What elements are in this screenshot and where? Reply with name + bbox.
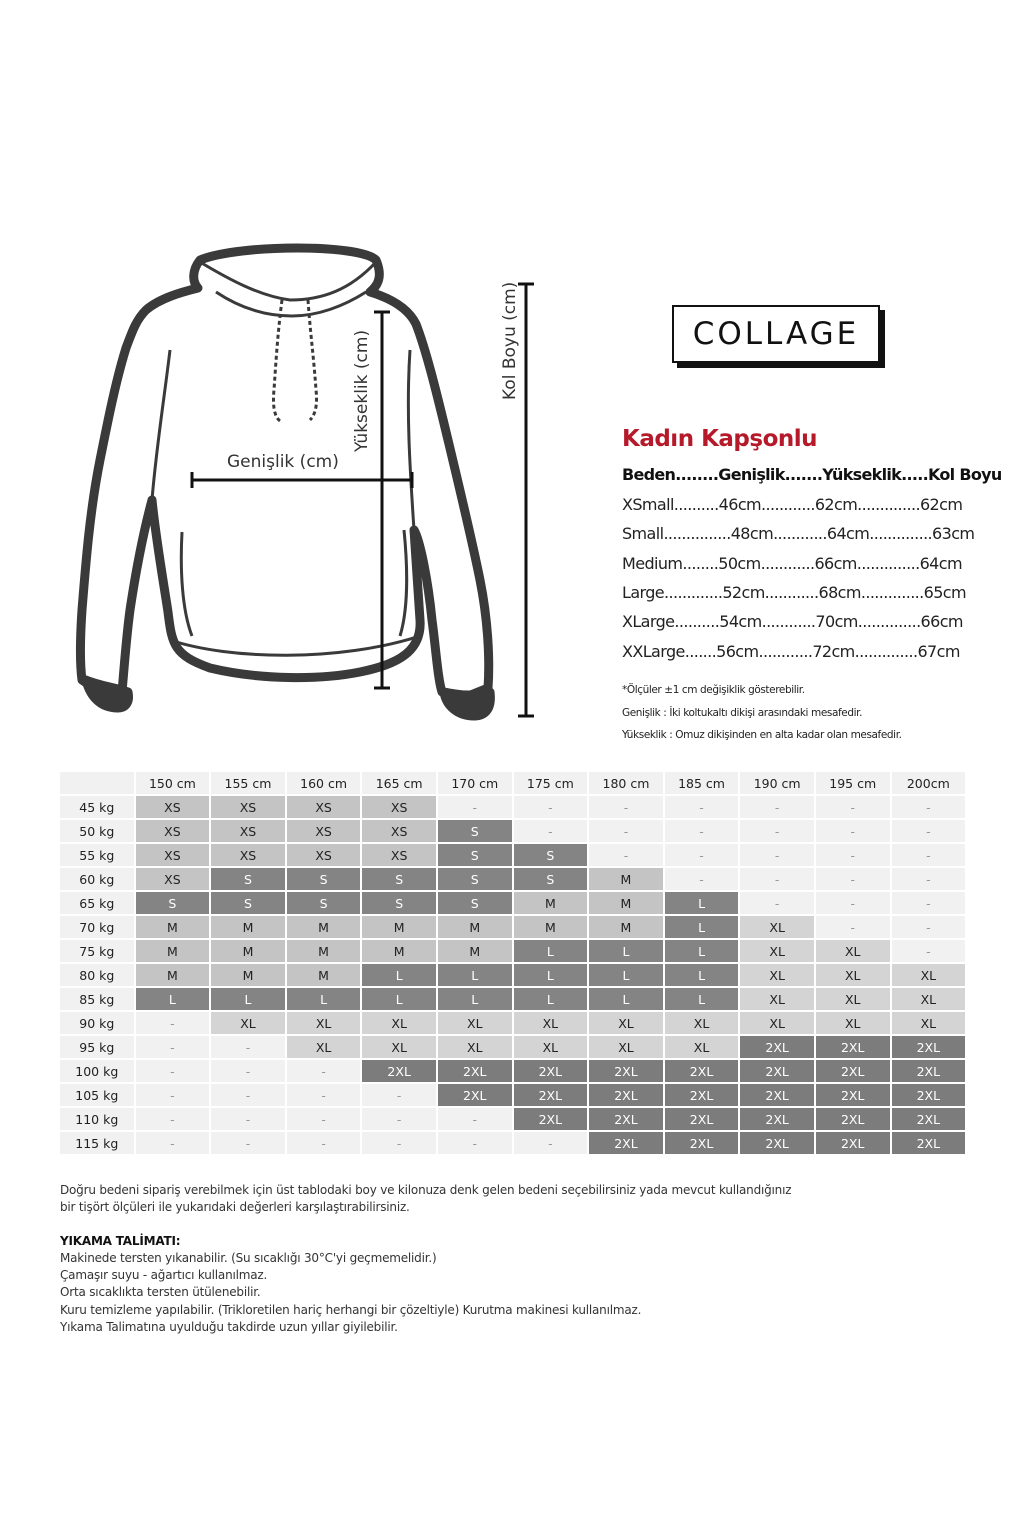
height-header-cell: 190 cm xyxy=(740,772,814,794)
size-cell: XS xyxy=(362,796,436,818)
hoodie-illustration xyxy=(60,240,560,730)
size-cell: - xyxy=(514,796,588,818)
size-cell: L xyxy=(514,988,588,1010)
table-row xyxy=(60,796,965,818)
size-cell: 2XL xyxy=(740,1084,814,1106)
size-cell: - xyxy=(816,868,890,890)
size-cell: - xyxy=(287,1060,361,1082)
size-cell: L xyxy=(665,940,739,962)
size-cell: - xyxy=(665,844,739,866)
table-row xyxy=(60,940,965,962)
size-cell: 2XL xyxy=(816,1060,890,1082)
size-cell: XS xyxy=(136,796,210,818)
table-row xyxy=(60,1108,965,1130)
size-cell: 2XL xyxy=(816,1108,890,1130)
size-cell: L xyxy=(514,940,588,962)
size-cell: 2XL xyxy=(665,1108,739,1130)
spec-row: XSmall..........46cm............62cm..............62cm xyxy=(622,495,963,514)
size-cell: M xyxy=(287,964,361,986)
wash-title: YIKAMA TALİMATI: xyxy=(60,1234,181,1248)
size-cell: - xyxy=(892,868,966,890)
height-measure-label: Yükseklik (cm) xyxy=(352,329,372,452)
size-cell: XL xyxy=(362,1036,436,1058)
weight-header-cell: 90 kg xyxy=(60,1012,134,1034)
size-cell: L xyxy=(438,988,512,1010)
height-header-cell: 180 cm xyxy=(589,772,663,794)
weight-header-cell: 105 kg xyxy=(60,1084,134,1106)
size-cell: 2XL xyxy=(740,1060,814,1082)
size-cell: - xyxy=(211,1036,285,1058)
size-cell: 2XL xyxy=(816,1132,890,1154)
size-cell: L xyxy=(589,964,663,986)
size-cell: XL xyxy=(892,964,966,986)
size-cell: M xyxy=(589,916,663,938)
size-cell: S xyxy=(438,868,512,890)
size-cell: M xyxy=(136,940,210,962)
table-row xyxy=(60,1132,965,1154)
size-cell: - xyxy=(816,796,890,818)
weight-header-cell: 65 kg xyxy=(60,892,134,914)
size-cell: 2XL xyxy=(740,1132,814,1154)
size-cell: - xyxy=(892,796,966,818)
size-cell: L xyxy=(438,964,512,986)
size-cell: XL xyxy=(287,1012,361,1034)
size-cell: S xyxy=(287,868,361,890)
size-cell: 2XL xyxy=(665,1060,739,1082)
table-row xyxy=(60,820,965,842)
size-cell: XS xyxy=(287,844,361,866)
size-cell: - xyxy=(287,1132,361,1154)
size-cell: 2XL xyxy=(892,1036,966,1058)
size-cell: - xyxy=(514,820,588,842)
size-cell: M xyxy=(211,940,285,962)
size-cell: M xyxy=(589,868,663,890)
size-cell: XS xyxy=(136,844,210,866)
size-cell: S xyxy=(362,868,436,890)
size-cell: 2XL xyxy=(438,1060,512,1082)
spec-note: Yükseklik : Omuz dikişinden en alta kadar olan mesafedir. xyxy=(622,729,902,741)
size-cell: M xyxy=(287,916,361,938)
size-cell: XL xyxy=(665,1036,739,1058)
size-cell: - xyxy=(665,868,739,890)
wash-line: Orta sıcaklıkta tersten ütülenebilir. xyxy=(60,1285,261,1299)
size-chart-table xyxy=(58,770,967,1156)
size-cell: S xyxy=(438,844,512,866)
size-cell: XL xyxy=(740,916,814,938)
size-cell: XS xyxy=(136,868,210,890)
size-cell: XL xyxy=(589,1036,663,1058)
height-header-cell: 160 cm xyxy=(287,772,361,794)
size-cell: - xyxy=(136,1108,210,1130)
size-cell: M xyxy=(287,940,361,962)
size-cell: - xyxy=(892,820,966,842)
table-row xyxy=(60,844,965,866)
intro-text: Doğru bedeni sipariş verebilmek için üst tablodaki boy ve kilonuza denk gelen bedeni seçebilirsiniz yada mevcut kullandığınız xyxy=(60,1183,792,1197)
size-cell: XS xyxy=(211,844,285,866)
size-cell: XL xyxy=(816,940,890,962)
size-cell: - xyxy=(892,940,966,962)
size-cell: L xyxy=(665,964,739,986)
size-cell: L xyxy=(514,964,588,986)
size-cell: XL xyxy=(287,1036,361,1058)
size-cell: XL xyxy=(816,1012,890,1034)
size-cell: XL xyxy=(816,988,890,1010)
size-cell: S xyxy=(211,892,285,914)
size-cell: - xyxy=(740,868,814,890)
table-row xyxy=(60,964,965,986)
table-corner xyxy=(60,772,134,794)
size-cell: S xyxy=(136,892,210,914)
size-cell: - xyxy=(136,1132,210,1154)
size-cell: S xyxy=(514,844,588,866)
size-cell: XL xyxy=(589,1012,663,1034)
size-cell: 2XL xyxy=(816,1036,890,1058)
size-cell: - xyxy=(665,820,739,842)
size-cell: - xyxy=(816,916,890,938)
size-cell: 2XL xyxy=(438,1084,512,1106)
size-cell: - xyxy=(287,1084,361,1106)
product-title: Kadın Kapşonlu xyxy=(622,426,818,452)
size-cell: XS xyxy=(211,820,285,842)
weight-header-cell: 60 kg xyxy=(60,868,134,890)
size-cell: S xyxy=(287,892,361,914)
size-table-body xyxy=(60,796,965,1154)
size-cell: XL xyxy=(211,1012,285,1034)
size-cell: - xyxy=(816,844,890,866)
size-cell: - xyxy=(740,892,814,914)
spec-note: Genişlik : İki koltukaltı dikişi arasındaki mesafedir. xyxy=(622,707,863,719)
size-cell: S xyxy=(514,868,588,890)
size-cell: XL xyxy=(816,964,890,986)
size-cell: L xyxy=(211,988,285,1010)
weight-header-cell: 85 kg xyxy=(60,988,134,1010)
spec-row: Large.............52cm............68cm..............65cm xyxy=(622,583,966,602)
size-cell: L xyxy=(665,988,739,1010)
size-cell: - xyxy=(816,892,890,914)
wash-line: Kuru temizleme yapılabilir. (Trikloretilen hariç herhangi bir çözeltiyle) Kurutma makinesi kullanılmaz. xyxy=(60,1303,642,1317)
width-measure-label: Genişlik (cm) xyxy=(227,452,339,472)
size-cell: XL xyxy=(892,988,966,1010)
size-cell: XS xyxy=(287,796,361,818)
size-cell: S xyxy=(438,820,512,842)
size-cell: S xyxy=(211,868,285,890)
weight-header-cell: 80 kg xyxy=(60,964,134,986)
size-cell: L xyxy=(665,916,739,938)
size-cell: XL xyxy=(438,1036,512,1058)
size-cell: L xyxy=(665,892,739,914)
size-cell: XL xyxy=(740,964,814,986)
table-row xyxy=(60,1060,965,1082)
table-row xyxy=(60,1012,965,1034)
spec-note: *Ölçüler ±1 cm değişiklik gösterebilir. xyxy=(622,684,805,696)
size-cell: 2XL xyxy=(740,1036,814,1058)
wash-line: Makinede tersten yıkanabilir. (Su sıcaklığı 30°C'yi geçmemelidir.) xyxy=(60,1251,437,1265)
height-header-cell: 200cm xyxy=(892,772,966,794)
size-cell: L xyxy=(287,988,361,1010)
size-cell: L xyxy=(589,988,663,1010)
size-cell: L xyxy=(362,988,436,1010)
size-cell: XS xyxy=(136,820,210,842)
size-cell: M xyxy=(362,916,436,938)
size-cell: - xyxy=(816,820,890,842)
size-cell: 2XL xyxy=(665,1084,739,1106)
size-cell: - xyxy=(136,1084,210,1106)
weight-header-cell: 95 kg xyxy=(60,1036,134,1058)
spec-row: XLarge..........54cm............70cm..............66cm xyxy=(622,612,963,631)
size-cell: 2XL xyxy=(514,1060,588,1082)
size-cell: M xyxy=(362,940,436,962)
height-header-cell: 175 cm xyxy=(514,772,588,794)
height-header-row xyxy=(60,772,965,794)
table-row xyxy=(60,868,965,890)
size-cell: - xyxy=(740,820,814,842)
size-cell: - xyxy=(589,844,663,866)
size-cell: - xyxy=(892,892,966,914)
height-header-cell: 155 cm xyxy=(211,772,285,794)
size-cell: 2XL xyxy=(589,1132,663,1154)
size-cell: - xyxy=(362,1108,436,1130)
size-cell: XS xyxy=(362,844,436,866)
height-header-cell: 195 cm xyxy=(816,772,890,794)
weight-header-cell: 115 kg xyxy=(60,1132,134,1154)
size-cell: XL xyxy=(514,1036,588,1058)
spec-row: XXLarge.......56cm............72cm..............67cm xyxy=(622,642,960,661)
size-cell: L xyxy=(362,964,436,986)
brand-logo-text: COLLAGE xyxy=(692,316,860,352)
size-cell: 2XL xyxy=(665,1132,739,1154)
size-cell: - xyxy=(136,1060,210,1082)
weight-header-cell: 110 kg xyxy=(60,1108,134,1130)
size-cell: XL xyxy=(740,940,814,962)
size-cell: - xyxy=(589,796,663,818)
size-cell: XS xyxy=(211,796,285,818)
size-cell: 2XL xyxy=(892,1060,966,1082)
height-header-cell: 185 cm xyxy=(665,772,739,794)
size-cell: - xyxy=(665,796,739,818)
wash-line: Çamaşır suyu - ağartıcı kullanılmaz. xyxy=(60,1268,268,1282)
size-cell: M xyxy=(589,892,663,914)
size-cell: 2XL xyxy=(892,1132,966,1154)
weight-header-cell: 70 kg xyxy=(60,916,134,938)
size-cell: 2XL xyxy=(589,1108,663,1130)
weight-header-cell: 100 kg xyxy=(60,1060,134,1082)
size-cell: 2XL xyxy=(589,1060,663,1082)
spec-row: Small...............48cm............64cm..............63cm xyxy=(622,524,975,543)
size-cell: - xyxy=(362,1084,436,1106)
weight-header-cell: 50 kg xyxy=(60,820,134,842)
table-row xyxy=(60,892,965,914)
size-cell: M xyxy=(211,916,285,938)
size-cell: - xyxy=(438,796,512,818)
size-cell: 2XL xyxy=(816,1084,890,1106)
brand-logo xyxy=(672,305,880,363)
size-cell: M xyxy=(514,916,588,938)
size-cell: 2XL xyxy=(514,1108,588,1130)
size-cell: 2XL xyxy=(589,1084,663,1106)
size-cell: XS xyxy=(287,820,361,842)
size-cell: - xyxy=(211,1060,285,1082)
size-cell: - xyxy=(211,1132,285,1154)
size-cell: 2XL xyxy=(362,1060,436,1082)
size-cell: 2XL xyxy=(514,1084,588,1106)
table-row xyxy=(60,1036,965,1058)
size-cell: M xyxy=(438,916,512,938)
size-cell: - xyxy=(438,1108,512,1130)
height-header-cell: 150 cm xyxy=(136,772,210,794)
size-cell: XL xyxy=(740,988,814,1010)
size-cell: - xyxy=(211,1108,285,1130)
size-cell: XL xyxy=(438,1012,512,1034)
size-cell: XL xyxy=(514,1012,588,1034)
size-cell: M xyxy=(438,940,512,962)
sleeve-measure-label: Kol Boyu (cm) xyxy=(500,281,520,400)
size-cell: L xyxy=(589,940,663,962)
table-row xyxy=(60,988,965,1010)
size-cell: - xyxy=(362,1132,436,1154)
size-cell: S xyxy=(438,892,512,914)
size-cell: - xyxy=(740,796,814,818)
size-cell: - xyxy=(287,1108,361,1130)
size-cell: M xyxy=(211,964,285,986)
size-cell: M xyxy=(136,916,210,938)
size-cell: - xyxy=(438,1132,512,1154)
table-row xyxy=(60,1084,965,1106)
size-cell: 2XL xyxy=(740,1108,814,1130)
size-cell: - xyxy=(740,844,814,866)
size-cell: XL xyxy=(892,1012,966,1034)
size-cell: - xyxy=(892,844,966,866)
size-cell: S xyxy=(362,892,436,914)
weight-header-cell: 45 kg xyxy=(60,796,134,818)
size-cell: XL xyxy=(665,1012,739,1034)
size-cell: XL xyxy=(362,1012,436,1034)
spec-header: Beden........Genişlik.......Yükseklik.....Kol Boyu xyxy=(622,465,1002,484)
size-cell: - xyxy=(589,820,663,842)
size-cell: - xyxy=(211,1084,285,1106)
size-cell: M xyxy=(514,892,588,914)
size-cell: M xyxy=(136,964,210,986)
weight-header-cell: 55 kg xyxy=(60,844,134,866)
weight-header-cell: 75 kg xyxy=(60,940,134,962)
size-cell: 2XL xyxy=(892,1108,966,1130)
size-cell: - xyxy=(136,1012,210,1034)
spec-row: Medium........50cm............66cm..............64cm xyxy=(622,554,962,573)
size-cell: 2XL xyxy=(892,1084,966,1106)
intro-text: bir tişört ölçüleri ile yukarıdaki değerleri karşılaştırabilirsiniz. xyxy=(60,1200,410,1214)
size-cell: L xyxy=(136,988,210,1010)
size-cell: - xyxy=(892,916,966,938)
table-row xyxy=(60,916,965,938)
height-header-cell: 165 cm xyxy=(362,772,436,794)
size-cell: - xyxy=(136,1036,210,1058)
size-cell: - xyxy=(514,1132,588,1154)
size-cell: XS xyxy=(362,820,436,842)
wash-line: Yıkama Talimatına uyulduğu takdirde uzun yıllar giyilebilir. xyxy=(60,1320,398,1334)
size-cell: XL xyxy=(740,1012,814,1034)
height-header-cell: 170 cm xyxy=(438,772,512,794)
